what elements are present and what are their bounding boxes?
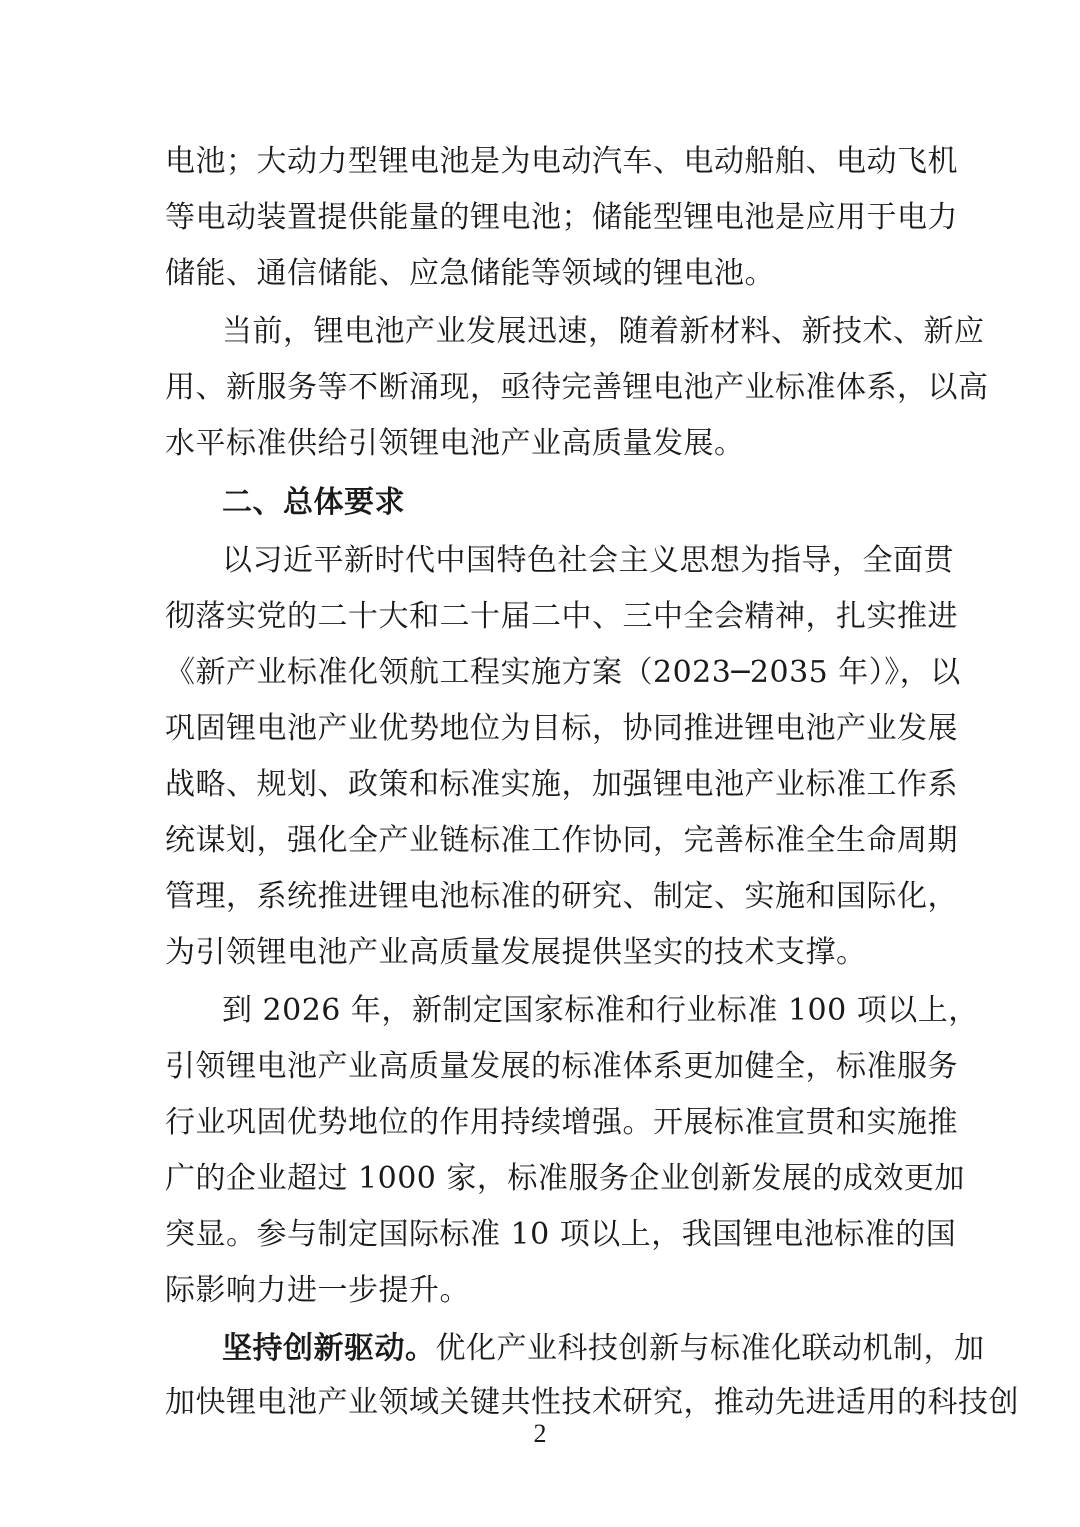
text-line: 统谋划，强化全产业链标准工作协同，完善标准全生命周期	[165, 823, 958, 858]
text-line: 突显。参与制定国际标准 10 项以上，我国锂电池标准的国	[165, 1217, 957, 1252]
text-line: 储能、通信储能、应急储能等领域的锂电池。	[165, 256, 775, 291]
text-line: 用、新服务等不断涌现，亟待完善锂电池产业标准体系，以高	[165, 370, 989, 405]
text-line: 行业巩固优势地位的作用持续增强。开展标准宣贯和实施推	[165, 1105, 958, 1140]
text-line: 管理，系统推进锂电池标准的研究、制定、实施和国际化，	[165, 879, 958, 914]
text-line: 《新产业标准化领航工程实施方案（2023─2035 年）》，以	[165, 655, 961, 690]
principle-paragraph-start	[222, 1329, 985, 1369]
text-line: 加快锂电池产业领域关键共性技术研究，推动先进适用的科技创	[165, 1385, 1019, 1420]
text-line: 引领锂电池产业高质量发展的标准体系更加健全，标准服务	[165, 1049, 958, 1084]
text-line: 等电动装置提供能量的锂电池；储能型锂电池是应用于电力	[165, 200, 958, 235]
paragraph-start: 到 2026 年，新制定国家标准和行业标准 100 项以上，	[222, 993, 979, 1028]
text-line: 彻落实党的二十大和二十届二中、三中全会精神，扎实推进	[165, 599, 958, 634]
principle-lead: 坚持创新驱动。	[222, 1331, 436, 1366]
text-line: 电池；大动力型锂电池是为电动汽车、电动船舶、电动飞机	[165, 144, 958, 179]
page-number: 2	[533, 1419, 547, 1448]
text-line: 际影响力进一步提升。	[165, 1273, 470, 1308]
text-line: 广的企业超过 1000 家，标准服务企业创新发展的成效更加	[165, 1161, 965, 1196]
section-heading: 二、总体要求	[222, 485, 405, 520]
paragraph-start: 以习近平新时代中国特色社会主义思想为指导，全面贯	[222, 543, 954, 578]
text-line: 巩固锂电池产业优势地位为目标，协同推进锂电池产业发展	[165, 711, 958, 746]
text-line: 水平标准供给引领锂电池产业高质量发展。	[165, 426, 745, 461]
text-line: 为引领锂电池产业高质量发展提供坚实的技术支撑。	[165, 935, 867, 970]
principle-text: 优化产业科技创新与标准化联动机制，加	[435, 1331, 985, 1366]
text-line: 战略、规划、政策和标准实施，加强锂电池产业标准工作系	[165, 767, 958, 802]
paragraph-start: 当前，锂电池产业发展迅速，随着新材料、新技术、新应	[222, 314, 985, 349]
